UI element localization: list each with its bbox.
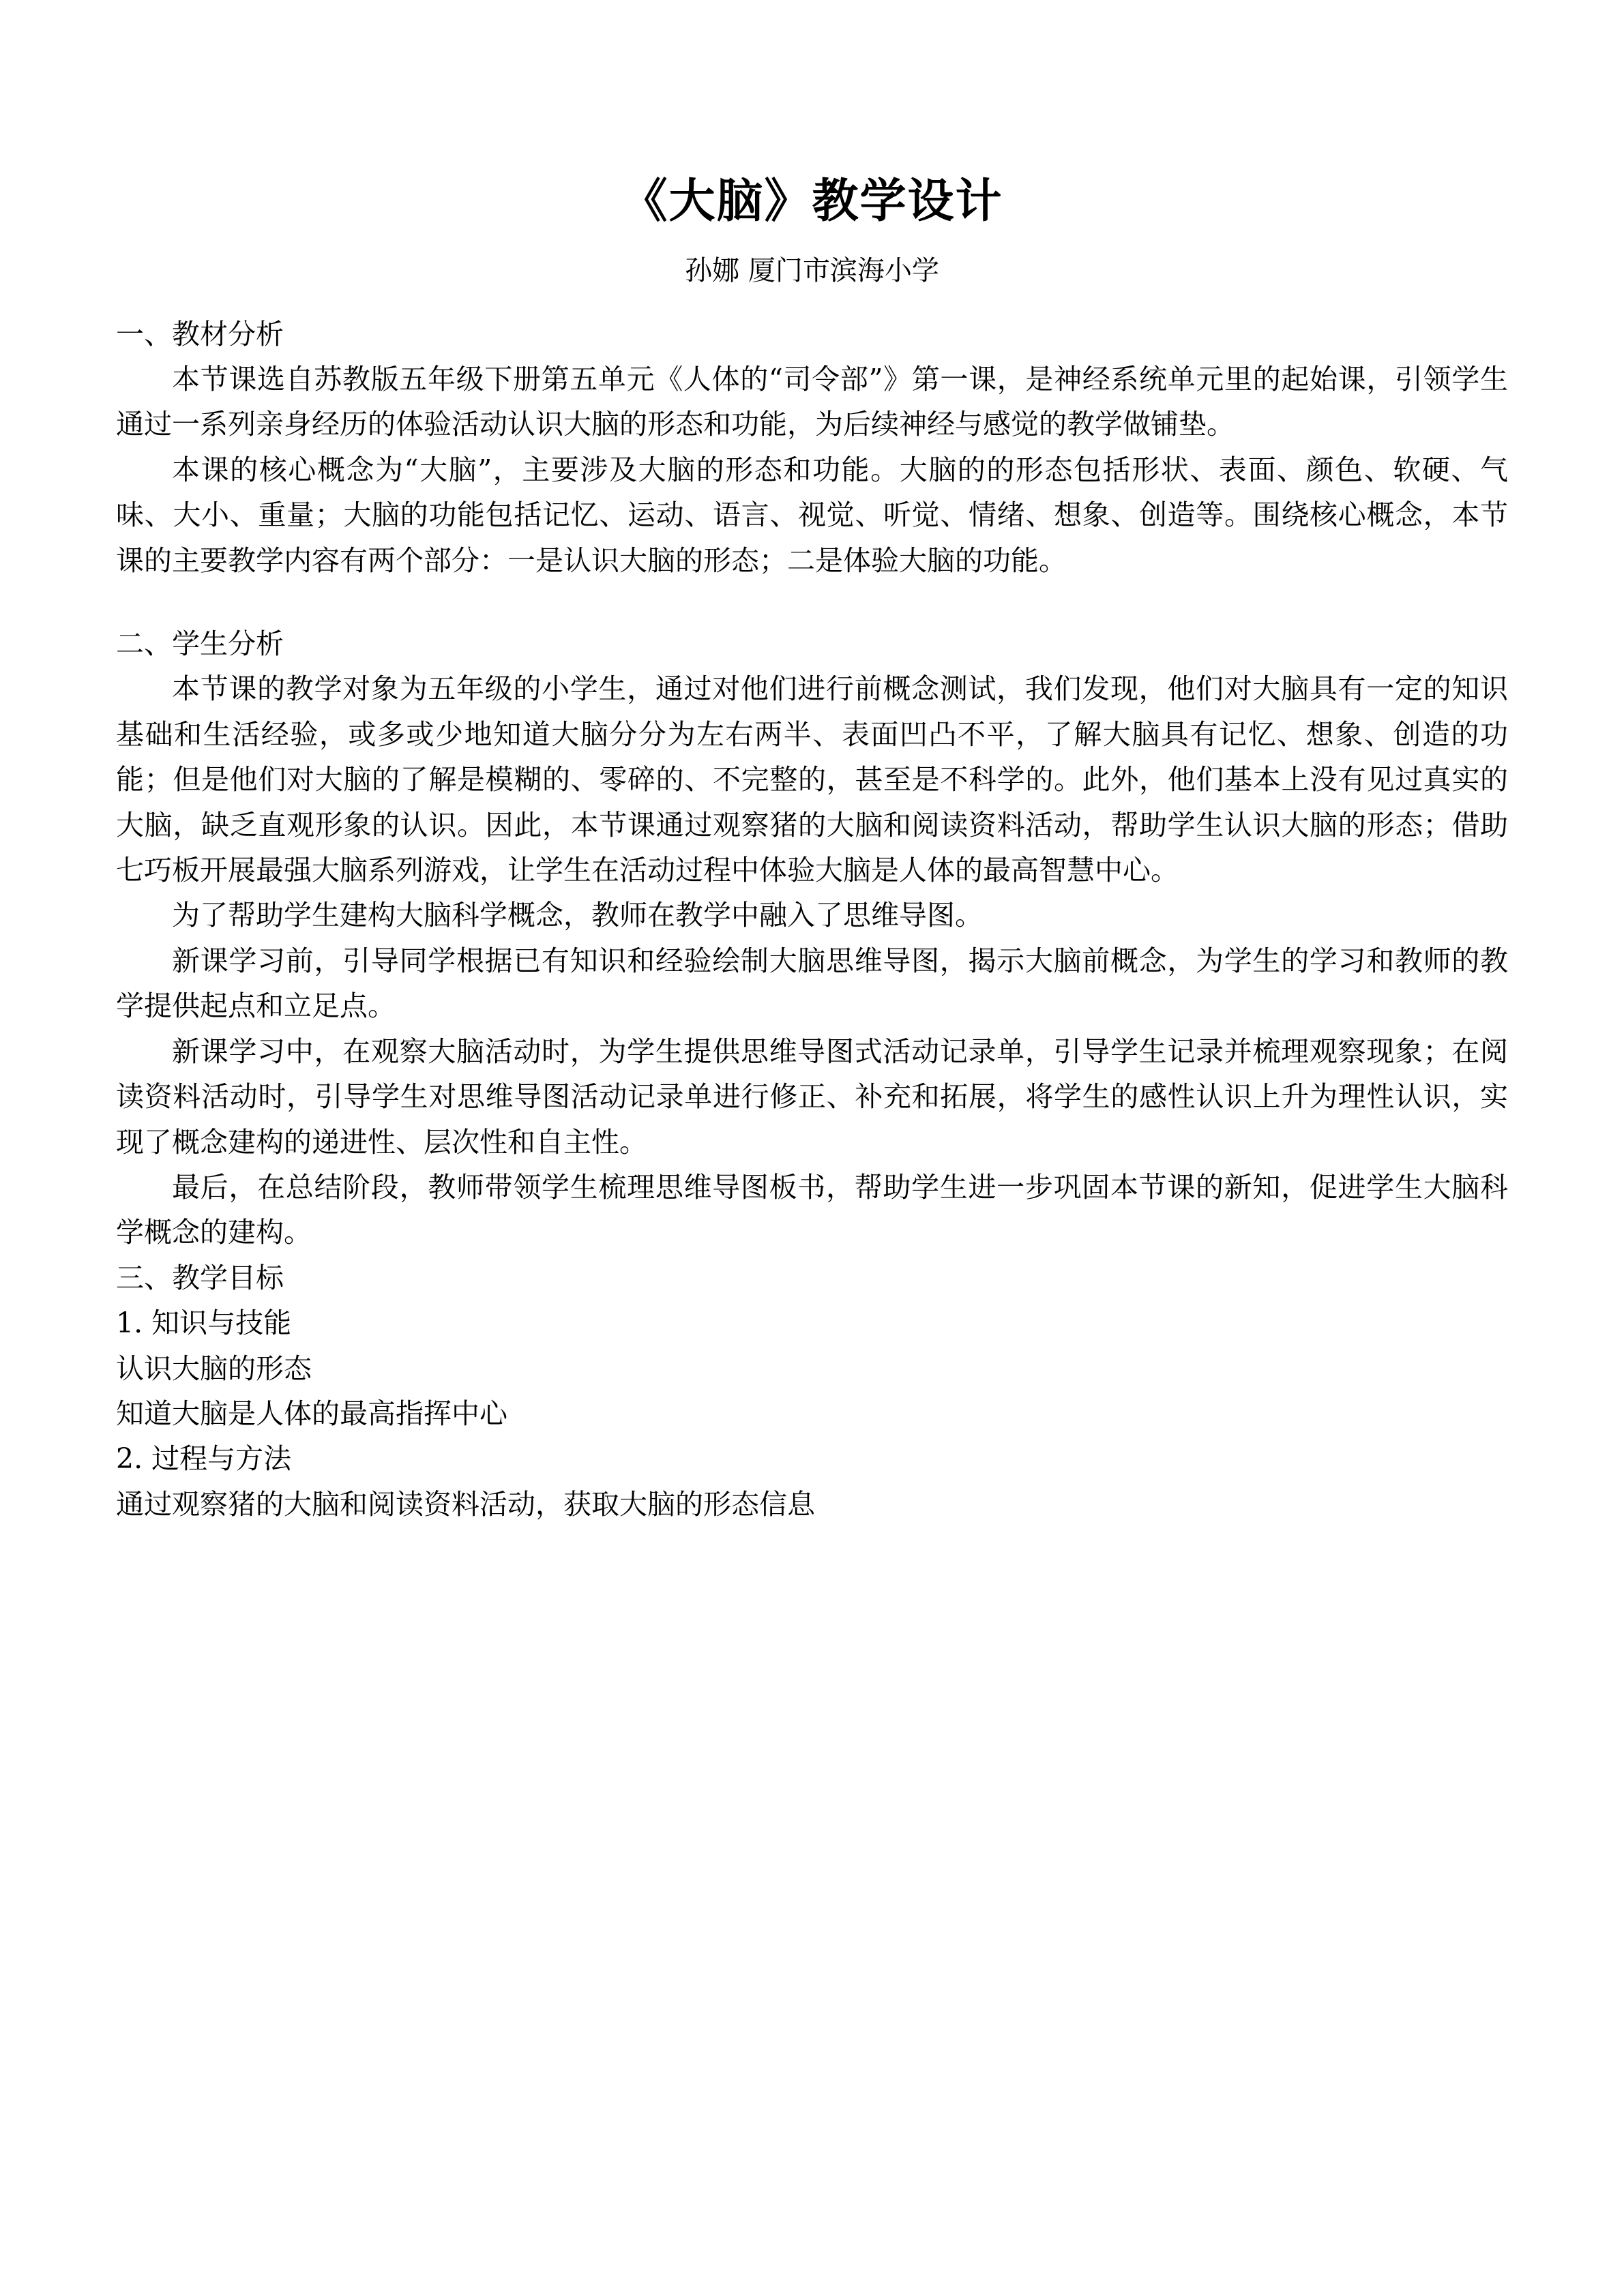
section-gap [116, 583, 1508, 621]
section-heading: 三、教学目标 [116, 1261, 284, 1294]
objective-item: 知道大脑是人体的最高指挥中心 [116, 1397, 507, 1430]
author-line: 孙娜 厦门市滨海小学 [685, 254, 939, 286]
page-title: 《大脑》教学设计 [621, 174, 1003, 228]
objective-item: 认识大脑的形态 [116, 1352, 312, 1385]
objective-item: 2. 过程与方法 [116, 1442, 292, 1476]
section-paragraph: 本节课的教学对象为五年级的小学生，通过对他们进行前概念测试，我们发现，他们对大脑具有一定的知识基础和生活经验，或多或少地知道大脑分分为左右两半、表面凹凸不平，了解大脑具有记忆、想象、创造的功能；但是他们对大脑的了解是模糊的、零碎的、不完整的，甚至是不科学的。此外，他们基本上没有见过真实的大脑，缺乏直观形象的认识。因此，本节课通过观察猪的大脑和阅读资料活动，帮助学生认识大脑的形态；借助七巧板开展最强大脑系列游戏，让学生在活动过程中体验大脑是人体的最高智慧中心。 [116, 672, 1508, 887]
objective-item: 通过观察猪的大脑和阅读资料活动，获取大脑的形态信息 [116, 1487, 815, 1521]
section-paragraph: 新课学习中，在观察大脑活动时，为学生提供思维导图式活动记录单，引导学生记录并梳理观察现象；在阅读资料活动时，引导学生对思维导图活动记录单进行修正、补充和拓展，将学生的感性认识上升为理性认识，实现了概念建构的递进性、层次性和自主性。 [116, 1034, 1508, 1159]
section-student-analysis [116, 621, 1508, 1255]
section-paragraph: 为了帮助学生建构大脑科学概念，教师在教学中融入了思维导图。 [172, 899, 983, 932]
section-heading: 一、教材分析 [116, 317, 284, 351]
section-teaching-material-analysis [116, 312, 1508, 583]
section-heading: 二、学生分析 [116, 627, 284, 661]
section-paragraph: 最后，在总结阶段，教师带领学生梳理思维导图板书，帮助学生进一步巩固本节课的新知，促进学生大脑科学概念的建构。 [116, 1170, 1508, 1249]
objective-item: 1. 知识与技能 [116, 1307, 292, 1340]
section-paragraph: 新课学习前，引导同学根据已有知识和经验绘制大脑思维导图，揭示大脑前概念，为学生的学习和教师的教学提供起点和立足点。 [116, 944, 1508, 1023]
section-paragraph: 本节课选自苏教版五年级下册第五单元《人体的“司令部”》第一课，是神经系统单元里的起始课，引领学生通过一系列亲身经历的体验活动认识大脑的形态和功能，为后续神经与感觉的教学做铺垫。 [116, 363, 1508, 441]
section-teaching-objectives [116, 1255, 1508, 1527]
section-paragraph: 本课的核心概念为“大脑”，主要涉及大脑的形态和功能。大脑的的形态包括形状、表面、颜色、软硬、气味、大小、重量；大脑的功能包括记忆、运动、语言、视觉、听觉、情绪、想象、创造等。围绕核心概念，本节课的主要教学内容有两个部分：一是认识大脑的形态；二是体验大脑的功能。 [116, 453, 1508, 577]
